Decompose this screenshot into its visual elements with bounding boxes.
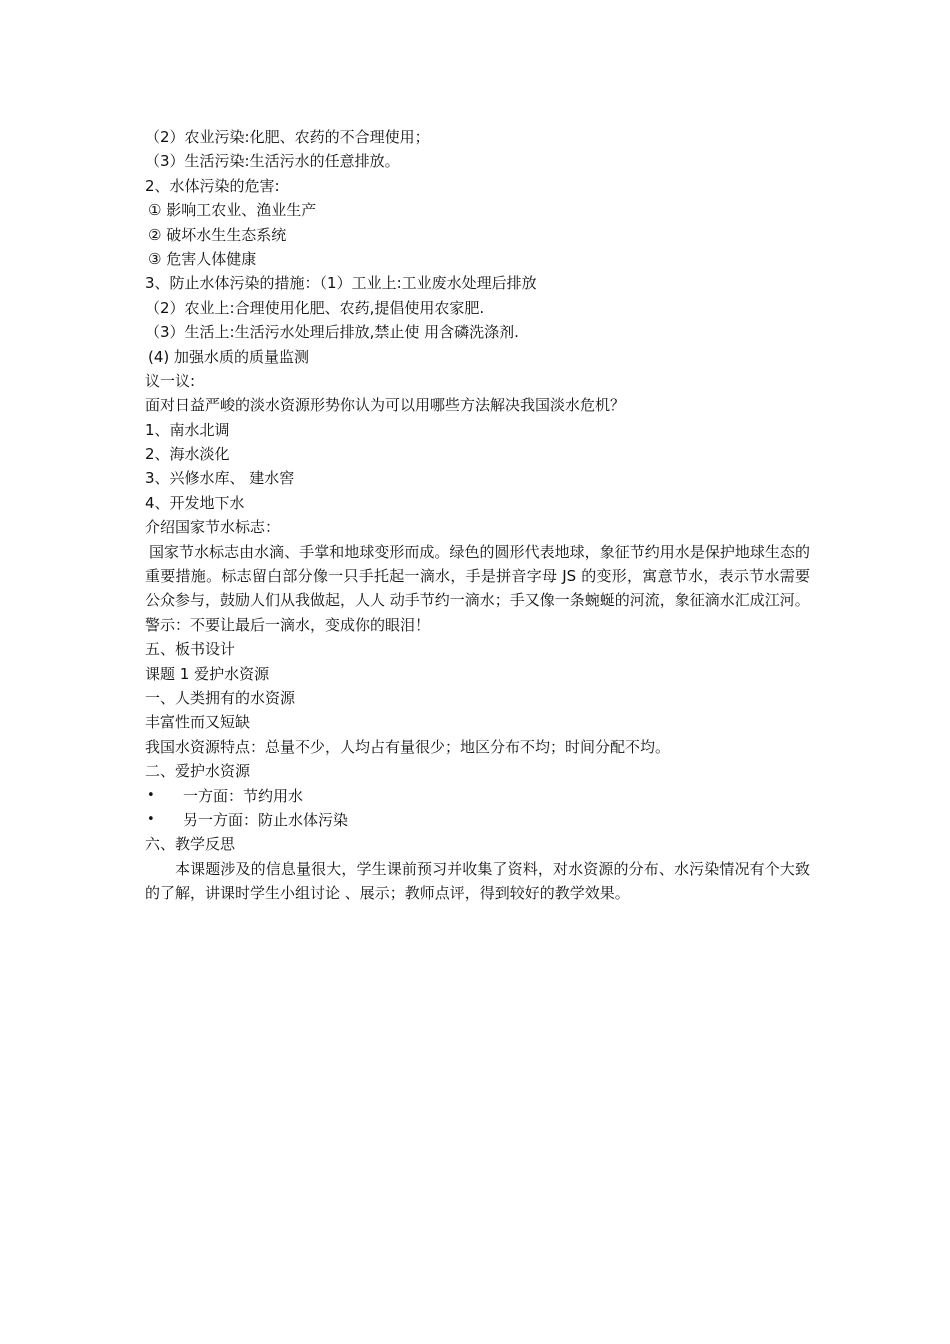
hazard-item: ② 破坏水生生态系统	[148, 225, 287, 244]
board-subheading: 丰富性而又短缺	[145, 713, 251, 732]
measures-heading: 3、防止水体污染的措施：（1）工业上:工业废水处理后排放	[145, 274, 537, 293]
list-item-text: 另一方面：防止水体污染	[183, 810, 349, 829]
discuss-answer: 4、开发地下水	[145, 493, 245, 512]
measure-item: （2）农业上:合理使用化肥、农药,提倡使用农家肥.	[145, 298, 485, 317]
reflection-heading: 六、教学反思	[145, 835, 236, 854]
reflection-text: 本课题涉及的信息量很大，学生课前预习并收集了资料，对水资源的分布、水污染情况有个大致的了解，讲课时学生小组讨论 、展示；教师点评，得到较好的教学效果。	[145, 859, 810, 903]
list-item	[145, 784, 810, 808]
pollution-agriculture: （2）农业污染:化肥、农药的不合理使用；	[145, 128, 430, 146]
lesson-title: 课题 1 爱护水资源	[145, 664, 270, 683]
logo-description: 国家节水标志由水滴、手掌和地球变形而成。绿色的圆形代表地球，象征节约用水是保护地球生态的重要措施。标志留白部分像一只手托起一滴水，手是拼音字母 JS 的变形，寓意节水，表示节水需要公众参与，鼓励人们从我做起，人人 动手节约一滴水；手又像一条蜿蜒的河流，象征滴水汇成江河。	[145, 542, 810, 610]
warning-text: 警示：不要让最后一滴水，变成你的眼泪！	[145, 615, 431, 634]
discuss-answer: 2、海水淡化	[145, 445, 230, 464]
list-item	[145, 808, 810, 832]
bullet-icon: •	[147, 787, 155, 803]
board-section-1: 一、人类拥有的水资源	[145, 689, 296, 708]
pollution-domestic: （3）生活污染:生活污水的任意排放。	[145, 152, 400, 171]
board-section-2: 二、爱护水资源	[145, 762, 251, 781]
hazard-item: ① 影响工农业、渔业生产	[148, 201, 317, 220]
discuss-answer: 3、兴修水库、 建水窖	[145, 469, 295, 488]
logo-heading: 介绍国家节水标志：	[145, 518, 281, 537]
hazard-item: ③ 危害人体健康	[148, 249, 257, 268]
discuss-heading: 议一议:	[145, 371, 196, 390]
hazards-heading: 2、水体污染的危害:	[145, 176, 280, 195]
measure-item: (4) 加强水质的质量监测	[148, 347, 310, 366]
list-item-text: 一方面：节约用水	[183, 786, 304, 805]
bullet-icon: •	[147, 811, 155, 827]
discuss-question: 面对日益严峻的淡水资源形势你认为可以用哪些方法解决我国淡水危机？	[145, 396, 626, 415]
discuss-answer: 1、南水北调	[145, 420, 230, 439]
document-body	[145, 125, 810, 906]
measure-item: （3）生活上:生活污水处理后排放,禁止使 用含磷洗涤剂.	[145, 323, 519, 342]
board-heading: 五、板书设计	[145, 640, 236, 659]
water-features: 我国水资源特点：总量不少，人均占有量很少；地区分布不均；时间分配不均。	[145, 737, 671, 756]
